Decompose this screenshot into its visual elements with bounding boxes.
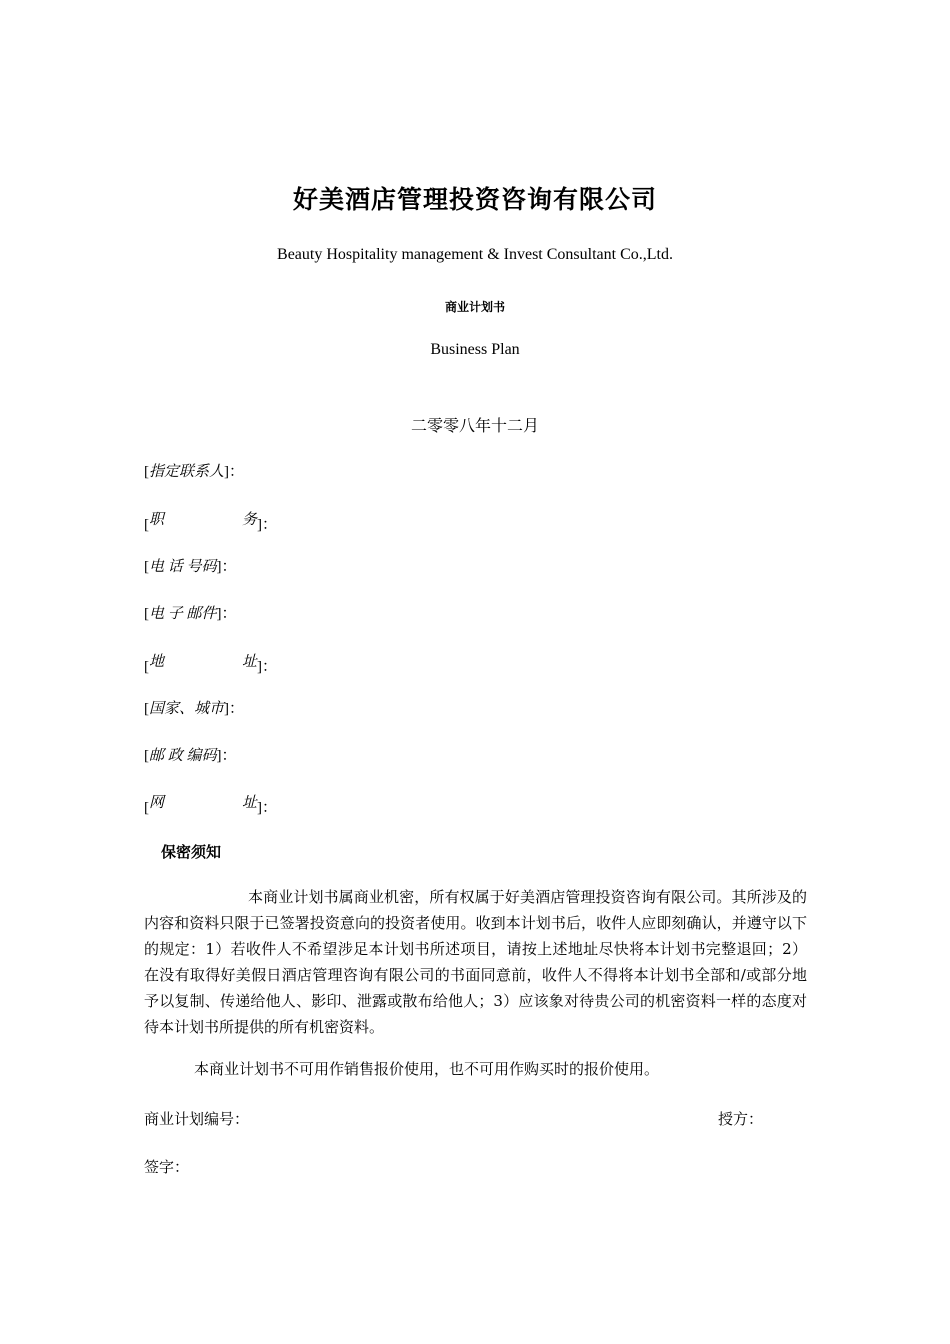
company-name-cn: 好美酒店管理投资咨询有限公司 [292, 185, 657, 214]
document-type-cn: 商业计划书 [444, 300, 505, 314]
field-address-label-a: 地 [149, 654, 165, 670]
signature-label: 签字： [144, 1158, 190, 1176]
field-contact-label: 指定联系人 [149, 464, 225, 480]
plan-number-label: 商业计划编号： [144, 1110, 250, 1128]
field-website-label-b: 址 [241, 795, 257, 811]
field-postal-code: [邮 政 编码]： [144, 748, 237, 764]
field-position-label-a: 职 [149, 512, 165, 528]
company-name-en: Beauty Hospitality management & Invest Consultant Co.,Ltd. [277, 246, 673, 263]
field-postal-code-label: 邮 政 编码 [149, 748, 217, 764]
field-email: [电 子 邮件]： [144, 606, 237, 622]
field-country-city: [国家、城市]： [144, 701, 245, 717]
field-country-city-label: 国家、城市 [149, 701, 225, 717]
field-website-label-a: 网 [149, 795, 165, 811]
field-address: [ 地 址 ]： [144, 650, 277, 676]
field-phone: [电 话 号码]： [144, 559, 237, 575]
field-contact: [指定联系人]： [144, 464, 245, 480]
no-quotation-paragraph: 本商业计划书不可用作销售报价使用，也不可用作购买时的报价使用。 [194, 1060, 660, 1078]
field-email-label: 电 子 邮件 [149, 606, 217, 622]
recipient-label: 授方： [718, 1110, 764, 1128]
document-type-en: Business Plan [430, 341, 520, 358]
confidentiality-heading: 保密须知 [161, 843, 222, 861]
field-phone-label: 电 话 号码 [149, 559, 217, 575]
field-position-label-b: 务 [241, 512, 257, 528]
field-address-label-b: 址 [241, 654, 257, 670]
confidentiality-paragraph: 本商业计划书属商业机密，所有权属于好美酒店管理投资咨询有限公司。其所涉及的内容和资料只限于已签署投资意向的投资者使用。收到本计划书后，收件人应即刻确认，并遵守以下的规定：1）若收件人不希望涉足本计划书所述项目，请按上述地址尽快将本计划书完整退回；2）在没有取得好美假日酒店管理咨询有限公司的书面同意前，收件人不得将本计划书全部和/或部分地予以复制、传递给他人、影印、泄露或散布给他人；3）应该象对待贵公司的机密资料一样的态度对待本计划书所提供的所有机密资料。 [144, 888, 807, 1036]
field-position: [ 职 务 ]： [144, 508, 277, 534]
field-website: [ 网 址 ]： [144, 791, 277, 817]
document-date: 二零零八年十二月 [410, 416, 539, 435]
